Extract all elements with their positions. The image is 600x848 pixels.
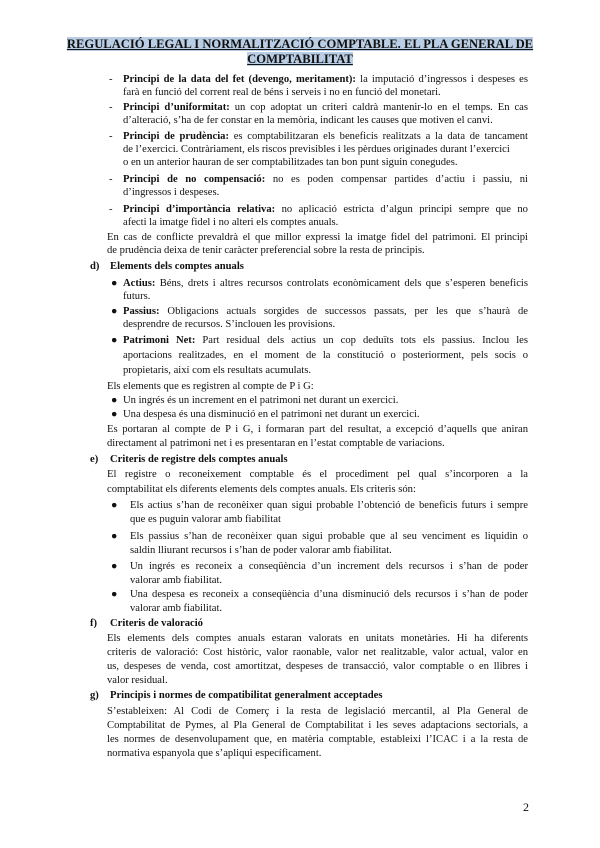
page-number: 2 (523, 800, 529, 814)
section-letter: d) (90, 261, 100, 272)
dash-bullet: - (109, 204, 113, 215)
document-page: REGULACIÓ LEGAL I NORMALITZACIÓ COMPTABLE. EL PLA GENERAL DE COMPTABILITAT - Principi de la data del fet (devengo, meritament): la imputació d’ingressos i despeses es farà en funció del corrent real de béns i serveis i no en funció del monetari. - Principi d’uniformitat: un cop adoptat un criteri caldrà mantenir-lo en el temps. En cas d’alteració, s’ha de fer constar en la memòria, indicant les causes que motiven el canvi. - Principi de prudència: es comptabilitzaran els beneficis realitzats a la data de tancament de l’exercici. Contràriament, els riscos previsibles i les pèrdues originades durant l’exercici o en un anterior hauran de ser comptabilitzades tan bon punt siguin conegudes. - Principi de no compensació: no es poden compensar partides d’actiu i passiu, ni d’ingressos i despeses. - Principi d’importància relativa: no aplicació estricta d’algun principi sempre que no afecti la imatge fidel i no alteri els comptes anuals. En cas de conflicte prevaldrà el que millor expressi la imatge fidel del patrimoni. El principi de prudència deixa de tenir caràcter preferencial sobre la resta de principis. d) Elements dels comptes anuals ● Actius: Béns, drets i altres recursos controlats econòmicament dels que s’esperen beneficis futurs. ● Passius: Obligacions actuals sorgides de successos passats, per les que s’haurà de desprendre de recursos. S’inclouen les provisions. ● Patrimoni Net: Part residual dels actius un cop deduïts tots els passius. Inclou les aportacions realitzades, en el moment de la constitució o posteriorment, pels socis o propietaris, així com els resultats acumulats. Els elements que es registren al compte de P i G: ● Un ingrés és un increment en el patrimoni net durant un exercici. ● Una despesa és una disminució en el patrimoni net durant un exercici. Es portaran al compte de P i G, i formaran part del resultat, a excepció d’aquells que aniran directament al patrimoni net i es presentaran en l’estat comptable de variacions. e) Criteris de registre dels comptes anuals El registre o reconeixement comptable és el procediment pel qual s’incorporen a la comptabilitat els diferents elements dels comptes anuals. Els criteris són: ● Els actius s’han de reconèixer quan sigui probable l’obtenció de beneficis futurs i sempre que es puguin valorar amb fiabilitat ● Els passius s’han de reconèixer quan sigui probable que al seu venciment es liquidin o saldin lliurant recursos i s’han de poder valorar amb fiabilitat. ● Un ingrés es reconeix a conseqüència d’un increment dels recursos i s’han de poder valorar amb fiabilitat. ● Una despesa es reconeix a conseqüència d’una disminució dels recursos i s’han de poder valorar amb fiabilitat. f) Criteris de valoració Els elements dels comptes anuals estaran valorats en unitats monetàries. Hi ha diferents criteris de valoració: Cost històric, valor raonable, valor net realitzable, valor actual, valor en us, despeses de venda, cost amortitzat, despeses de transacció, valor comptable o en llibres i valor residual. g) Principis i normes de compatibilitat generalment acceptades S’estableixen: Al Codi de Comerç i la resta de legislació mercantil, al Pla General de Comptabilitat de Pymes, al Pla General de Comptabilitat i les seves adaptacions sectorials, a les normes de desenvolupament que, en matèria comptable, estableixi l’ICAC i a la resta de normativa espanyola que s’apliqui específicament. 2 (0, 0, 600, 848)
principle-item: Principi d’importància relativa: no aplicació estricta d’algun principi sempre que no (123, 204, 528, 215)
page-title: REGULACIÓ LEGAL I NORMALITZACIÓ COMPTABLE. EL PLA GENERAL DE COMPTABILITAT (66, 37, 534, 66)
bullet-dot: ● (111, 335, 118, 346)
section-letter: g) (90, 690, 99, 701)
bullet-dot: ● (111, 395, 118, 406)
principle-item: Principi d’uniformitat: un cop adoptat un criteri caldrà mantenir-lo en el temps. En cas (123, 102, 528, 113)
dash-bullet: - (109, 174, 113, 185)
dash-bullet: - (109, 102, 113, 113)
principle-item: Principi de prudència: es comptabilitzaran els beneficis realitzats a la data de tancament (123, 131, 528, 142)
element-item: Patrimoni Net: Part residual dels actius un cop deduïts tots els passius. Inclou les (123, 335, 528, 346)
dash-bullet: - (109, 74, 113, 85)
bullet-dot: ● (111, 409, 118, 420)
section-heading: Criteris de valoració (110, 618, 203, 629)
pig-intro: Els elements que es registren al compte de P i G: (107, 381, 314, 392)
bullet-dot: ● (111, 500, 118, 511)
section-heading: Principis i normes de compatibilitat generalment acceptades (110, 690, 383, 701)
bullet-dot: ● (111, 278, 118, 289)
bullet-dot: ● (111, 306, 118, 317)
section-heading: Elements dels comptes anuals (110, 261, 244, 272)
principle-item: Principi de no compensació: no es poden compensar partides d’actiu i passiu, ni (123, 174, 529, 185)
bullet-dot: ● (111, 531, 118, 542)
bullet-dot: ● (111, 589, 118, 600)
conflict-paragraph: En cas de conflicte prevaldrà el que millor expressi la imatge fidel del patrimoni. El principi (107, 232, 528, 243)
section-heading: Criteris de registre dels comptes anuals (110, 454, 288, 465)
dash-bullet: - (109, 131, 113, 142)
element-item: Passius: Obligacions actuals sorgides de successos passats, per les que s’haurà de (123, 306, 528, 317)
section-letter: f) (90, 618, 98, 629)
principle-item: Principi de la data del fet (devengo, meritament): la imputació d’ingressos i despeses es (123, 74, 528, 85)
element-item: Actius: Béns, drets i altres recursos controlats econòmicament dels que s’esperen beneficis (123, 278, 528, 289)
bullet-dot: ● (111, 561, 118, 572)
section-letter: e) (90, 454, 99, 465)
